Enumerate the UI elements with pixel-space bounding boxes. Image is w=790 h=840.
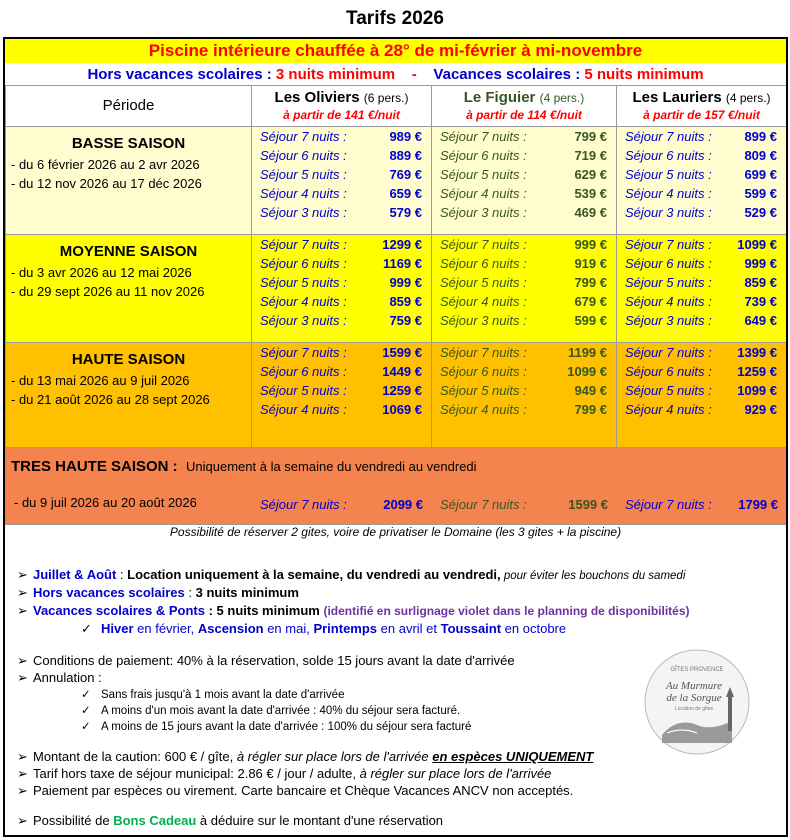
bullet-text: 3 nuits minimum: [195, 585, 299, 600]
price-row: [617, 203, 786, 222]
period-text: en février,: [133, 621, 198, 636]
bullet-bons-cadeau: [17, 813, 443, 829]
stay-label: Séjour 3 nuits :: [440, 313, 527, 328]
logo-line2: de la Sorgue: [666, 692, 722, 704]
price-row: [617, 254, 786, 273]
stay-label: Séjour 5 nuits :: [260, 167, 347, 182]
period-text: en octobre: [501, 621, 567, 636]
stay-label: Séjour 4 nuits :: [260, 186, 347, 201]
stay-price: 919 €: [574, 256, 607, 271]
minimum-nights-line: [5, 65, 786, 85]
stay-price: 649 €: [744, 313, 777, 328]
price-row: [252, 203, 431, 222]
minimum-separator: -: [411, 66, 417, 83]
season-date: - du 29 sept 2026 au 11 nov 2026: [11, 284, 205, 299]
season-name: TRES HAUTE SAISON: [11, 458, 169, 475]
stay-price: 1169 €: [382, 256, 422, 271]
bullet-colon: :: [184, 585, 196, 600]
gite-from-price: à partir de 141 €/nuit: [283, 108, 400, 122]
season-date: - du 6 février 2026 au 2 avr 2026: [11, 157, 200, 172]
price-row: [252, 292, 431, 311]
stay-price: 759 €: [389, 313, 422, 328]
stay-label: Séjour 7 nuits :: [440, 345, 527, 360]
price-row: [252, 311, 431, 330]
logo-tower: [728, 697, 732, 731]
price-row: [252, 273, 431, 292]
arrow-icon: ➢: [17, 567, 28, 582]
gite-name: [252, 86, 431, 106]
stay-price: 599 €: [574, 313, 607, 328]
stay-label: Séjour 5 nuits :: [625, 383, 712, 398]
stay-label: Séjour 5 nuits :: [625, 275, 712, 290]
price-row: [432, 343, 616, 362]
bullet-note: à régler sur place lors de l'arrivée: [356, 766, 552, 781]
bullet-text: à déduire sur le montant d'une réservation: [196, 813, 444, 828]
gite-capacity: (4 pers.): [539, 91, 585, 105]
stay-price: 769 €: [389, 167, 422, 182]
price-row: [252, 146, 431, 165]
logo-top-text: GÎTES PROVENCE: [670, 667, 724, 673]
price-row: [432, 127, 616, 146]
price-row: [617, 273, 786, 292]
price-row: [432, 400, 616, 419]
stay-label: Séjour 3 nuits :: [260, 313, 347, 328]
bullet-text: : 5 nuits minimum: [204, 603, 324, 618]
season-cell: [6, 343, 252, 448]
stay-price: 949 €: [574, 383, 607, 398]
annulation-item: [81, 687, 344, 701]
stay-label: Séjour 7 nuits :: [625, 497, 712, 512]
arrow-icon: ➢: [17, 670, 28, 685]
stay-price: 859 €: [744, 275, 777, 290]
stay-price: 1449 €: [382, 364, 422, 379]
stay-label: Séjour 5 nuits :: [440, 383, 527, 398]
bullet-label: Hors vacances scolaires: [33, 585, 185, 600]
season-row-tres-haute: [6, 448, 787, 525]
price-row: [617, 165, 786, 184]
bullet-annulation: [17, 670, 102, 686]
stay-label: Séjour 6 nuits :: [440, 148, 527, 163]
prices-oliviers: [252, 343, 432, 448]
hors-vacances-label: Hors vacances scolaires :: [87, 66, 272, 83]
stay-price: 899 €: [744, 129, 777, 144]
arrow-icon: ➢: [17, 749, 28, 764]
stay-label: Séjour 7 nuits :: [440, 237, 527, 252]
domain-logo: [642, 647, 752, 757]
price-row: [617, 127, 786, 146]
bullet-text: Conditions de paiement: 40% à la réservation, solde 15 jours avant la date d'arrivée: [33, 653, 515, 668]
stay-price: 989 €: [389, 129, 422, 144]
stay-label: Séjour 6 nuits :: [440, 256, 527, 271]
check-icon: ✓: [81, 689, 91, 701]
period-name: Printemps: [313, 621, 378, 636]
annulation-text: Sans frais jusqu'à 1 mois avant la date d'arrivée: [101, 689, 345, 701]
stay-price: 799 €: [574, 129, 607, 144]
price-row: [617, 146, 786, 165]
season-row-haute: [6, 343, 787, 448]
stay-price: 799 €: [574, 275, 607, 290]
price-row-figuier: [432, 495, 617, 514]
season-row-moyenne: [6, 235, 787, 343]
stay-label: Séjour 4 nuits :: [260, 294, 347, 309]
check-icon: ✓: [81, 721, 91, 733]
gite-header-figuier: [432, 86, 617, 127]
stay-price: 1299 €: [382, 237, 422, 252]
season-date: - du 13 mai 2026 au 9 juil 2026: [11, 373, 190, 388]
stay-price: 1069 €: [382, 402, 422, 417]
stay-price: 999 €: [574, 237, 607, 252]
prices-lauriers: [617, 127, 787, 235]
stay-label: Séjour 7 nuits :: [260, 345, 347, 360]
stay-label: Séjour 6 nuits :: [625, 148, 712, 163]
tariff-table: [5, 85, 787, 525]
season-date: - du 3 avr 2026 au 12 mai 2026: [11, 265, 192, 280]
stay-price: 1599 €: [568, 497, 608, 512]
season-row-basse: [6, 127, 787, 235]
stay-label: Séjour 7 nuits :: [625, 129, 712, 144]
stay-price: 599 €: [744, 186, 777, 201]
stay-label: Séjour 4 nuits :: [625, 294, 712, 309]
gite-name-text: Les Oliviers: [274, 89, 360, 106]
price-row: [252, 343, 431, 362]
period-name: Toussaint: [440, 621, 502, 636]
season-subtitle: Uniquement à la semaine du vendredi au vendredi: [186, 459, 477, 474]
period-text: en mai,: [263, 621, 314, 636]
season-cell: [6, 127, 252, 235]
prices-lauriers: [617, 235, 787, 343]
gite-from-price: à partir de 157 €/nuit: [643, 108, 760, 122]
bullet-text: Possibilité de: [33, 813, 114, 828]
stay-label: Séjour 6 nuits :: [625, 364, 712, 379]
stay-label: Séjour 6 nuits :: [440, 364, 527, 379]
arrow-icon: ➢: [17, 603, 28, 618]
bullet-emphasis: en espèces UNIQUEMENT: [432, 749, 594, 764]
privatisation-note: Possibilité de réserver 2 gites, voire de privatiser le Domaine (les 3 gites + la piscine): [169, 525, 622, 539]
logo-graphic: [642, 647, 752, 757]
table-header-row: [6, 86, 787, 127]
stay-price: 999 €: [389, 275, 422, 290]
stay-price: 1599 €: [382, 345, 422, 360]
bullet-hors-vacances: [17, 585, 299, 601]
price-row: [252, 381, 431, 400]
stay-price: 1399 €: [737, 345, 777, 360]
season-date: - du 12 nov 2026 au 17 déc 2026: [11, 176, 202, 191]
stay-label: Séjour 7 nuits :: [260, 497, 347, 512]
bullet-colon: :: [116, 567, 128, 582]
price-row: [432, 273, 616, 292]
price-row: [432, 362, 616, 381]
logo-line1: Au Murmure: [665, 680, 723, 692]
stay-label: Séjour 4 nuits :: [440, 294, 527, 309]
bullet-text: Montant de la caution: 600 € / gîte,: [33, 749, 234, 764]
bullet-label: Juillet & Août: [33, 567, 117, 582]
price-row: [252, 127, 431, 146]
gite-header-lauriers: [617, 86, 787, 127]
price-row: [432, 311, 616, 330]
season-colon: :: [168, 458, 178, 475]
stay-label: Séjour 5 nuits :: [440, 275, 527, 290]
stay-label: Séjour 3 nuits :: [625, 313, 712, 328]
period-text: en avril et: [377, 621, 441, 636]
periode-header: [6, 86, 252, 127]
bullet-conditions: [17, 653, 515, 669]
prices-oliviers: [252, 127, 432, 235]
stay-price: 809 €: [744, 148, 777, 163]
price-row: [432, 381, 616, 400]
stay-price: 469 €: [574, 205, 607, 220]
prices-lauriers: [617, 343, 787, 448]
stay-price: 889 €: [389, 148, 422, 163]
gite-name-text: Les Lauriers: [632, 89, 722, 106]
gite-capacity: (4 pers.): [725, 91, 771, 105]
period-name: Ascension: [197, 621, 264, 636]
tariff-sheet: [3, 37, 788, 837]
annulation-item: [81, 719, 471, 733]
price-row: [617, 292, 786, 311]
stay-label: Séjour 4 nuits :: [440, 402, 527, 417]
price-row: [252, 235, 431, 254]
bullet-label: Bons Cadeau: [113, 813, 197, 828]
hors-vacances-value: 3 nuits minimum: [275, 66, 396, 83]
annulation-item: [81, 703, 460, 717]
gite-from-price: à partir de 114 €/nuit: [466, 108, 582, 122]
stay-label: Séjour 7 nuits :: [625, 345, 712, 360]
stay-label: Séjour 4 nuits :: [625, 186, 712, 201]
stay-label: Séjour 3 nuits :: [625, 205, 712, 220]
price-row-oliviers: [252, 495, 432, 514]
tres-haute-cell: [6, 448, 787, 525]
piscine-banner: Piscine intérieure chauffée à 28° de mi-février à mi-novembre: [5, 39, 786, 63]
bullet-text: Annulation :: [33, 670, 102, 685]
stay-label: Séjour 4 nuits :: [440, 186, 527, 201]
price-row: [432, 292, 616, 311]
price-row: [252, 184, 431, 203]
bullet-text: Paiement par espèces ou virement. Carte bancaire et Chèque Vacances ANCV non acceptés.: [33, 783, 574, 798]
price-row: [432, 235, 616, 254]
bullet-text: Location uniquement à la semaine, du vendredi au vendredi,: [127, 567, 501, 582]
bullet-note: (identifié en surlignage violet dans le planning de disponibilités): [323, 604, 690, 618]
stay-price: 699 €: [744, 167, 777, 182]
vacances-label: Vacances scolaires :: [433, 66, 581, 83]
logo-bottom-text: Location de gîtes: [674, 706, 714, 712]
price-row: [617, 311, 786, 330]
tres-haute-block: [6, 448, 786, 524]
stay-label: Séjour 5 nuits :: [260, 275, 347, 290]
stay-label: Séjour 7 nuits :: [440, 129, 527, 144]
stay-price: 1099 €: [737, 383, 777, 398]
price-row: [252, 400, 431, 419]
stay-price: 1259 €: [737, 364, 777, 379]
stay-price: 1099 €: [567, 364, 607, 379]
arrow-icon: ➢: [17, 653, 28, 668]
bullet-caution: [17, 749, 593, 765]
annulation-text: A moins de 15 jours avant la date d'arrivée : 100% du séjour sera facturé: [101, 721, 472, 733]
stay-label: Séjour 4 nuits :: [260, 402, 347, 417]
vacances-value: 5 nuits minimum: [584, 66, 704, 83]
arrow-icon: ➢: [17, 813, 28, 828]
stay-label: Séjour 6 nuits :: [260, 256, 347, 271]
prices-figuier: [432, 235, 617, 343]
annulation-text: A moins d'un mois avant la date d'arrivée : 40% du séjour sera facturé.: [101, 705, 461, 717]
price-row: [252, 254, 431, 273]
stay-label: Séjour 3 nuits :: [260, 205, 347, 220]
prices-oliviers: [252, 235, 432, 343]
stay-price: 579 €: [389, 205, 422, 220]
arrow-icon: ➢: [17, 585, 28, 600]
prices-figuier: [432, 343, 617, 448]
stay-label: Séjour 5 nuits :: [260, 383, 347, 398]
season-date: - du 9 juil 2026 au 20 août 2026: [14, 495, 197, 510]
bullet-vacances: [17, 603, 690, 619]
price-row: [432, 184, 616, 203]
price-row: [432, 165, 616, 184]
bullet-note: pour éviter les bouchons du samedi: [500, 570, 686, 582]
period-name: Hiver: [101, 621, 134, 636]
bullet-label: Vacances scolaires & Ponts: [33, 603, 205, 618]
stay-label: Séjour 5 nuits :: [625, 167, 712, 182]
stay-price: 929 €: [744, 402, 777, 417]
price-row: [432, 146, 616, 165]
stay-price: 739 €: [744, 294, 777, 309]
price-row: [617, 343, 786, 362]
price-row: [617, 235, 786, 254]
season-name: HAUTE SAISON: [71, 351, 186, 368]
check-icon: ✓: [81, 705, 91, 717]
stay-price: 539 €: [574, 186, 607, 201]
season-name: MOYENNE SAISON: [59, 243, 198, 260]
price-row: [432, 254, 616, 273]
bullet-text: Tarif hors taxe de séjour municipal: 2.86 € / jour / adulte,: [33, 766, 357, 781]
season-cell: [6, 235, 252, 343]
stay-label: Séjour 6 nuits :: [260, 148, 347, 163]
stay-price: 799 €: [574, 402, 607, 417]
vacances-periods: [81, 621, 566, 637]
stay-price: 2099 €: [383, 497, 423, 512]
price-row: [617, 362, 786, 381]
periode-label: Période: [102, 97, 155, 114]
gite-name: [617, 86, 786, 106]
price-row: [252, 165, 431, 184]
stay-price: 1199 €: [567, 345, 607, 360]
price-row: [252, 362, 431, 381]
bullet-taxe: [17, 766, 551, 782]
stay-price: 529 €: [744, 205, 777, 220]
stay-label: Séjour 6 nuits :: [260, 364, 347, 379]
stay-price: 1799 €: [738, 497, 778, 512]
stay-price: 719 €: [574, 148, 607, 163]
prices-figuier: [432, 127, 617, 235]
gite-capacity: (6 pers.): [363, 91, 409, 105]
check-icon: ✓: [81, 621, 92, 636]
price-row: [432, 203, 616, 222]
stay-price: 659 €: [389, 186, 422, 201]
price-row: [617, 381, 786, 400]
gite-name: [432, 86, 616, 106]
stay-label: Séjour 3 nuits :: [440, 205, 527, 220]
season-date: - du 21 août 2026 au 28 sept 2026: [11, 392, 210, 407]
gite-header-oliviers: [252, 86, 432, 127]
bullet-paiement: [17, 783, 573, 799]
season-name: BASSE SAISON: [71, 135, 186, 152]
stay-label: Séjour 7 nuits :: [260, 237, 347, 252]
stay-price: 999 €: [744, 256, 777, 271]
stay-label: Séjour 5 nuits :: [440, 167, 527, 182]
page-title: Tarifs 2026: [346, 8, 444, 29]
stay-price: 679 €: [574, 294, 607, 309]
price-row-lauriers: [617, 495, 787, 514]
arrow-icon: ➢: [17, 783, 28, 798]
stay-label: Séjour 4 nuits :: [625, 402, 712, 417]
price-row: [617, 400, 786, 419]
stay-label: Séjour 7 nuits :: [625, 237, 712, 252]
stay-price: 1099 €: [737, 237, 777, 252]
stay-label: Séjour 6 nuits :: [625, 256, 712, 271]
stay-label: Séjour 7 nuits :: [440, 497, 527, 512]
stay-price: 859 €: [389, 294, 422, 309]
bullet-note: à régler sur place lors de l'arrivée: [233, 749, 433, 764]
price-row: [617, 184, 786, 203]
stay-label: Séjour 7 nuits :: [260, 129, 347, 144]
tres-haute-title: [11, 458, 477, 475]
arrow-icon: ➢: [17, 766, 28, 781]
stay-price: 629 €: [574, 167, 607, 182]
stay-price: 1259 €: [382, 383, 422, 398]
gite-name-text: Le Figuier: [463, 89, 536, 106]
bullet-juillet: [17, 567, 685, 583]
